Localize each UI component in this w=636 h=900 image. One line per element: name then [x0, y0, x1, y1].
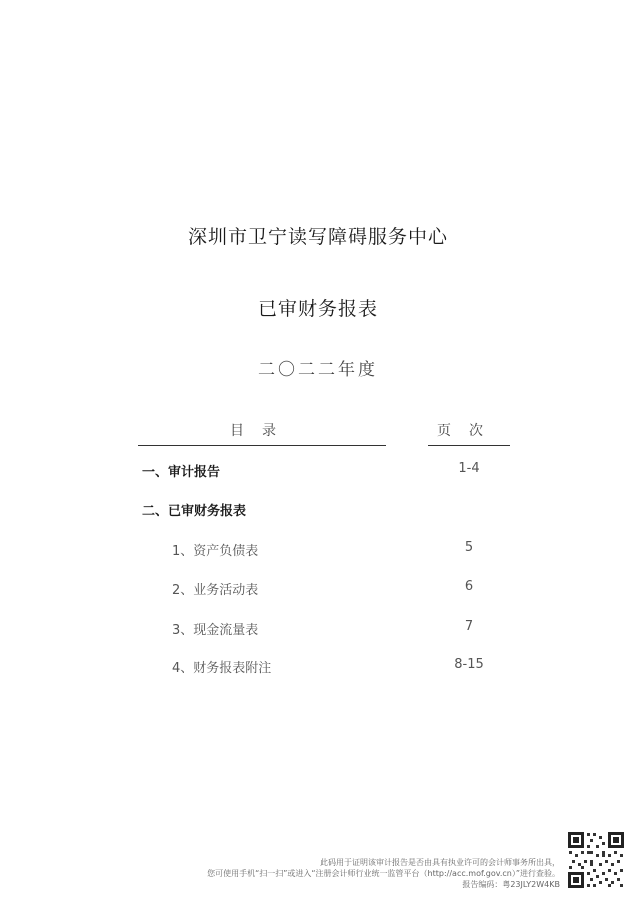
toc-item-cash-flow[interactable] [0, 619, 636, 639]
toc-item-label: 一、审计报告 [142, 465, 221, 480]
toc-item-page: 8-15 [454, 657, 484, 672]
report-code: 报告编码：粤23JLY2W4KB [462, 880, 560, 889]
organization-name: 深圳市卫宁读写障碍服务中心 [187, 226, 448, 248]
toc-item-page: 5 [464, 540, 474, 555]
toc-item-financial-statements[interactable] [0, 500, 636, 520]
toc-header-contents: 目录 [230, 423, 294, 439]
toc-item-page: 6 [464, 579, 474, 594]
qr-code[interactable] [566, 830, 626, 890]
toc-item-activity-statement[interactable] [0, 579, 636, 599]
toc-item-audit-report[interactable] [0, 461, 636, 481]
fiscal-year: 二〇二二年度 [258, 360, 378, 380]
toc-item-label: 4、财务报表附注 [172, 661, 272, 676]
toc-item-page: 7 [464, 619, 474, 634]
report-title: 已审财务报表 [257, 298, 378, 320]
verification-note-line-2: 您可使用手机“扫一扫”或进入“注册会计师行业统一监管平台（http://acc.mof.gov.cn）”进行查验。 [207, 869, 560, 878]
toc-item-page: 1-4 [458, 461, 480, 476]
toc-header-rule-left [138, 445, 386, 446]
verification-note-line-1: 此码用于证明该审计报告是否由具有执业许可的会计师事务所出具， [320, 858, 560, 867]
toc-item-notes[interactable] [0, 657, 636, 677]
toc-item-label: 2、业务活动表 [172, 583, 259, 598]
toc-item-balance-sheet[interactable] [0, 540, 636, 560]
toc-item-label: 二、已审财务报表 [142, 504, 247, 519]
toc-header-rule-right [428, 445, 510, 446]
toc-header-page: 页次 [437, 423, 501, 439]
toc-item-label: 3、现金流量表 [172, 623, 259, 638]
toc-item-label: 1、资产负债表 [172, 544, 259, 559]
